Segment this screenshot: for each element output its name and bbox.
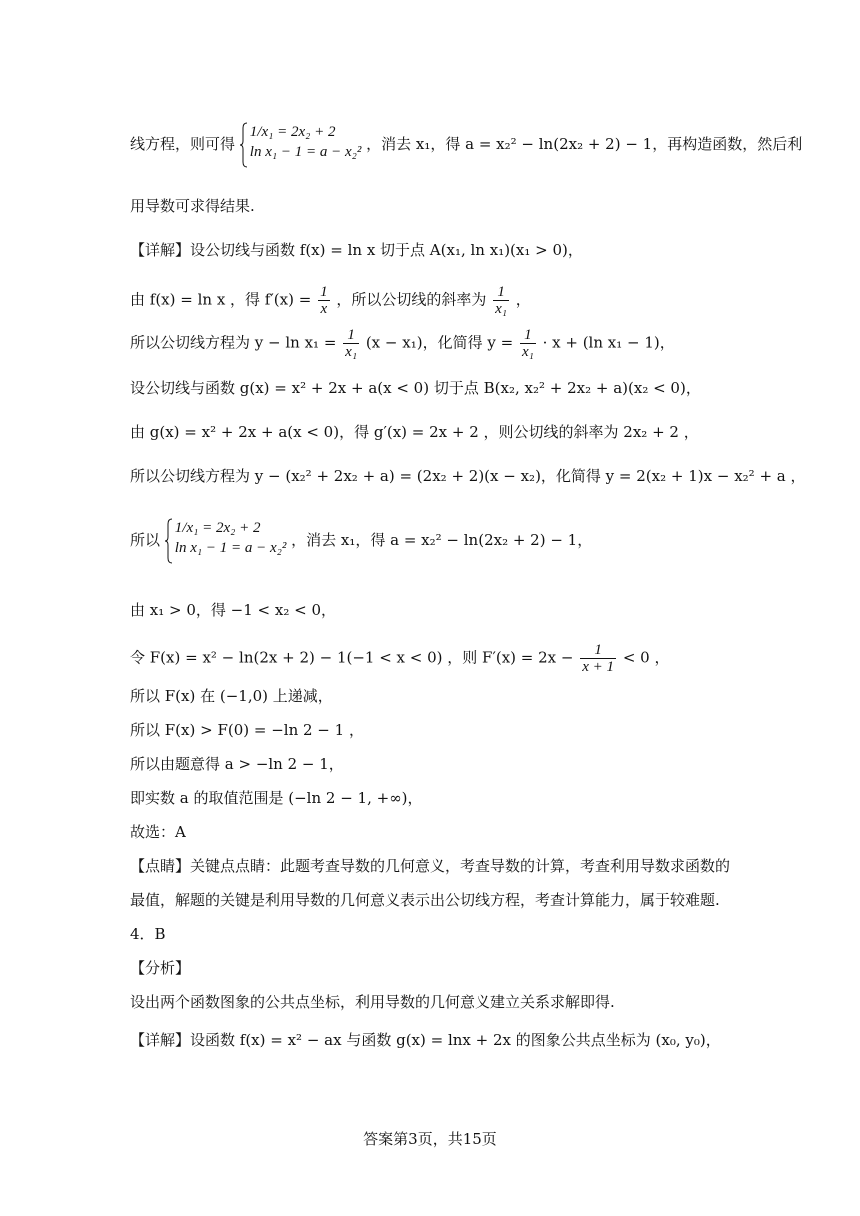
line-22: 【详解】设函数 f(x) = x² − ax 与函数 g(x) = lnx + 2x 的图象公共点坐标为 (x₀, y₀)，: [130, 1031, 721, 1049]
fraction-denominator: x: [320, 301, 328, 317]
page-footer: 答案第3页，共15页: [363, 1130, 497, 1148]
line-7: 由 g(x) = x² + 2x + a(x < 0)，得 g′(x) = 2x + 2 ，则公切线的斜率为 2x₂ + 2 ，: [130, 423, 699, 441]
line-4: [130, 284, 531, 317]
equation-system-2: [165, 518, 287, 564]
left-brace-icon: [165, 518, 173, 564]
line-17: 【点睛】关键点点睛：此题考查导数的几何意义，考查导数的计算，考查利用导数求函数的: [130, 857, 731, 875]
system-2-row-2: ln x₁ − 1 = a − x₂²: [174, 540, 287, 556]
line-5: [130, 327, 675, 360]
fraction-numerator: 1: [580, 642, 616, 659]
line-8: 所以公切线方程为 y − (x₂² + 2x₂ + a) = (2x₂ + 2)(x − x₂)，化简得 y = 2(x₂ + 1)x − x₂² + a ，: [130, 467, 806, 485]
line-19: 4．B: [130, 925, 166, 943]
line-9: [130, 518, 592, 564]
line-5-prefix: 所以公切线方程为 y − ln x₁ =: [130, 333, 337, 352]
fraction-numerator: 1: [520, 327, 536, 344]
line-20: 【分析】: [130, 959, 191, 977]
system-1-row-1: 1/x₁ = 2x₂ + 2: [249, 124, 336, 140]
line-21: 设出两个函数图象的公共点坐标，利用导数的几何意义建立关系求解即得.: [130, 993, 615, 1011]
line-1-suffix: ，消去 x₁，得 a = x₂² − ln(2x₂ + 2) − 1，再构造函数，然后利: [366, 135, 803, 153]
line-14: 所以由题意得 a > −ln 2 − 1，: [130, 755, 344, 773]
line-15: 即实数 a 的取值范围是 (−ln 2 − 1, +∞)，: [130, 789, 423, 807]
line-1-prefix: 线方程，则可得: [130, 135, 236, 153]
line-9-suffix: ，消去 x₁，得 a = x₂² − ln(2x₂ + 2) − 1，: [291, 531, 593, 549]
fraction-1-over-x1: [493, 284, 509, 317]
fraction-numerator: 1: [343, 327, 359, 344]
line-9-prefix: 所以: [130, 531, 161, 549]
equation-system-1: [240, 122, 362, 168]
line-18: 最值，解题的关键是利用导数的几何意义表示出公切线方程，考查计算能力，属于较难题.: [130, 891, 720, 909]
line-1: [130, 122, 802, 168]
system-2-row-1: 1/x₁ = 2x₂ + 2: [174, 520, 261, 536]
fraction-numerator: 1: [320, 284, 328, 300]
line-2: 用导数可求得结果.: [130, 197, 255, 215]
line-11: [130, 642, 669, 675]
line-16: 故选：A: [130, 823, 186, 841]
fraction-1-over-x1: [343, 327, 359, 360]
line-5-suffix: · x + (ln x₁ − 1)，: [542, 333, 675, 352]
fraction-1-over-x1: [520, 327, 536, 360]
line-5-middle: (x − x₁)，化简得 y =: [365, 333, 514, 352]
line-4-middle: ，所以公切线的斜率为: [336, 290, 487, 309]
fraction-1-over-x: [318, 284, 330, 317]
line-6: 设公切线与函数 g(x) = x² + 2x + a(x < 0) 切于点 B(x₂, x₂² + 2x₂ + a)(x₂ < 0)，: [130, 379, 701, 397]
left-brace-icon: [240, 122, 248, 168]
line-13: 所以 F(x) > F(0) = −ln 2 − 1 ，: [130, 721, 364, 739]
line-11-prefix: 令 F(x) = x² − ln(2x + 2) − 1(−1 < x < 0) ，则 F′(x) = 2x −: [130, 648, 574, 667]
line-11-suffix: < 0 ，: [622, 648, 670, 667]
fraction-denominator: x₁: [495, 301, 508, 317]
line-10: 由 x₁ > 0，得 −1 < x₂ < 0，: [130, 601, 336, 619]
line-3: 【详解】设公切线与函数 f(x) = ln x 切于点 A(x₁, ln x₁)(x₁ > 0)，: [130, 241, 583, 259]
line-4-suffix: ，: [515, 290, 531, 309]
fraction-numerator: 1: [493, 284, 509, 301]
fraction-denominator: x₁: [345, 344, 358, 360]
fraction-1-over-x-plus-1: [580, 642, 616, 675]
fraction-denominator: x + 1: [582, 659, 615, 675]
line-12: 所以 F(x) 在 (−1,0) 上递减，: [130, 687, 333, 705]
fraction-denominator: x₁: [521, 344, 534, 360]
line-4-prefix: 由 f(x) = ln x ，得 f′(x) =: [130, 290, 312, 309]
system-1-row-2: ln x₁ − 1 = a − x₂²: [249, 144, 362, 160]
